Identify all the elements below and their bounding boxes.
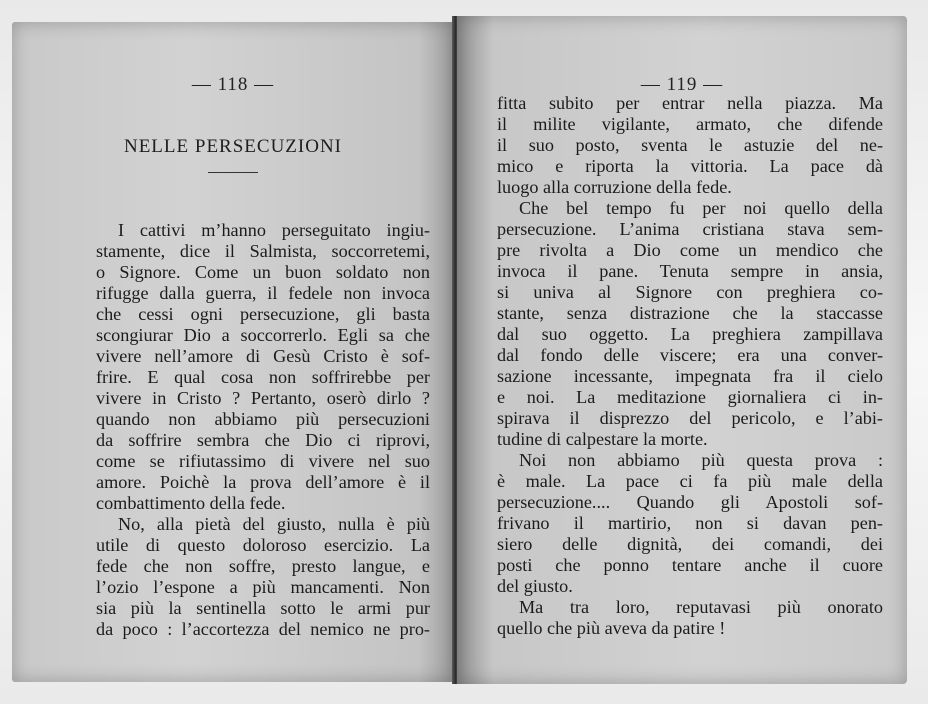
body-text: [497, 93, 883, 639]
text-line: Ma tra loro, reputavasi più onorato: [519, 597, 883, 617]
text-line: il suo posto, sventa le astuzie del ne-: [497, 135, 883, 155]
text-line: e noi. La meditazione giornaliera ci in-: [497, 387, 883, 407]
left-page: [12, 22, 454, 682]
title-rule: [208, 172, 258, 173]
text-line: No, alla pietà del giusto, nulla è più: [118, 514, 430, 534]
text-line: fede che non soffre, presto langue, e: [96, 556, 430, 576]
text-line: che cessi ogni persecuzione, gli basta: [96, 304, 430, 324]
text-line: siero delle dignità, dei comandi, dei: [497, 534, 883, 554]
text-line: stante, senza distrazione che la staccasse: [497, 303, 883, 323]
text-line: si univa al Signore con preghiera co-: [497, 282, 883, 302]
text-line: combattimento della fede.: [96, 493, 286, 513]
text-line: invoca il pane. Tenuta sempre in ansia,: [497, 261, 883, 281]
text-line: da soffrire sembra che Dio ci riprovi,: [96, 430, 430, 450]
text-line: posti che ponno tentare anche il cuore: [497, 555, 883, 575]
text-line: quello che più aveva da patire !: [497, 618, 726, 638]
text-line: da poco : l’accortezza del nemico ne pro-: [96, 619, 430, 639]
text-line: vivere nell’amore di Gesù Cristo è sof-: [96, 346, 430, 366]
text-line: sia più la sentinella sotto le armi pur: [96, 598, 430, 618]
text-line: vivere in Cristo ? Pertanto, oserò dirlo ?: [96, 388, 430, 408]
text-line: Che bel tempo fu per noi quello della: [519, 198, 883, 218]
text-line: o Signore. Come un buon soldato non: [96, 262, 430, 282]
text-line: frivano il martirio, non si davan pen-: [497, 513, 883, 533]
text-line: amore. Poichè la prova dell’amore è il: [96, 472, 430, 492]
body-text: [96, 220, 430, 640]
text-line: luogo alla corruzione della fede.: [497, 177, 732, 197]
text-line: rifugge dalla guerra, il fedele non invoca: [96, 283, 430, 303]
text-line: pre rivolta a Dio come un mendico che: [497, 240, 883, 260]
text-line: utile di questo doloroso esercizio. La: [96, 535, 430, 555]
text-line: persecuzione. L’anima cristiana stava sem-: [497, 219, 883, 239]
text-line: stamente, dice il Salmista, soccorretemi,: [96, 241, 430, 261]
text-line: persecuzione.... Quando gli Apostoli sof-: [497, 492, 883, 512]
text-line: mico e riporta la vittoria. La pace dà: [497, 156, 883, 176]
text-line: dal suo oggetto. La preghiera zampillava: [497, 324, 883, 344]
right-page: [457, 16, 907, 684]
text-line: come se rifiutassimo di vivere nel suo: [96, 451, 430, 471]
text-line: scongiurar Dio a soccorrerlo. Egli sa che: [96, 325, 430, 345]
text-line: quando non abbiamo più persecuzioni: [96, 409, 430, 429]
page-number: — 118 —: [191, 74, 275, 95]
text-line: del giusto.: [497, 576, 573, 596]
text-line: sazione incessante, impegnata fra il cielo: [497, 366, 883, 386]
text-line: l’ozio l’espone a più mancamenti. Non: [96, 577, 430, 597]
page-number: — 119 —: [640, 74, 724, 95]
text-line: fitta subito per entrar nella piazza. Ma: [497, 93, 883, 113]
text-line: tudine di calpestare la morte.: [497, 429, 708, 449]
text-line: Noi non abbiamo più questa prova :: [519, 450, 883, 470]
text-line: I cattivi m’hanno perseguitato ingiu-: [118, 220, 430, 240]
text-line: dal fondo delle viscere; era una conver-: [497, 345, 883, 365]
text-line: spirava il disprezzo del pericolo, e l’abi-: [497, 408, 883, 428]
chapter-title: NELLE PERSECUZIONI: [123, 136, 342, 157]
text-line: è male. La pace ci fa più male della: [497, 471, 883, 491]
text-line: il milite vigilante, armato, che difende: [497, 114, 883, 134]
text-line: frire. E qual cosa non soffrirebbe per: [96, 367, 430, 387]
